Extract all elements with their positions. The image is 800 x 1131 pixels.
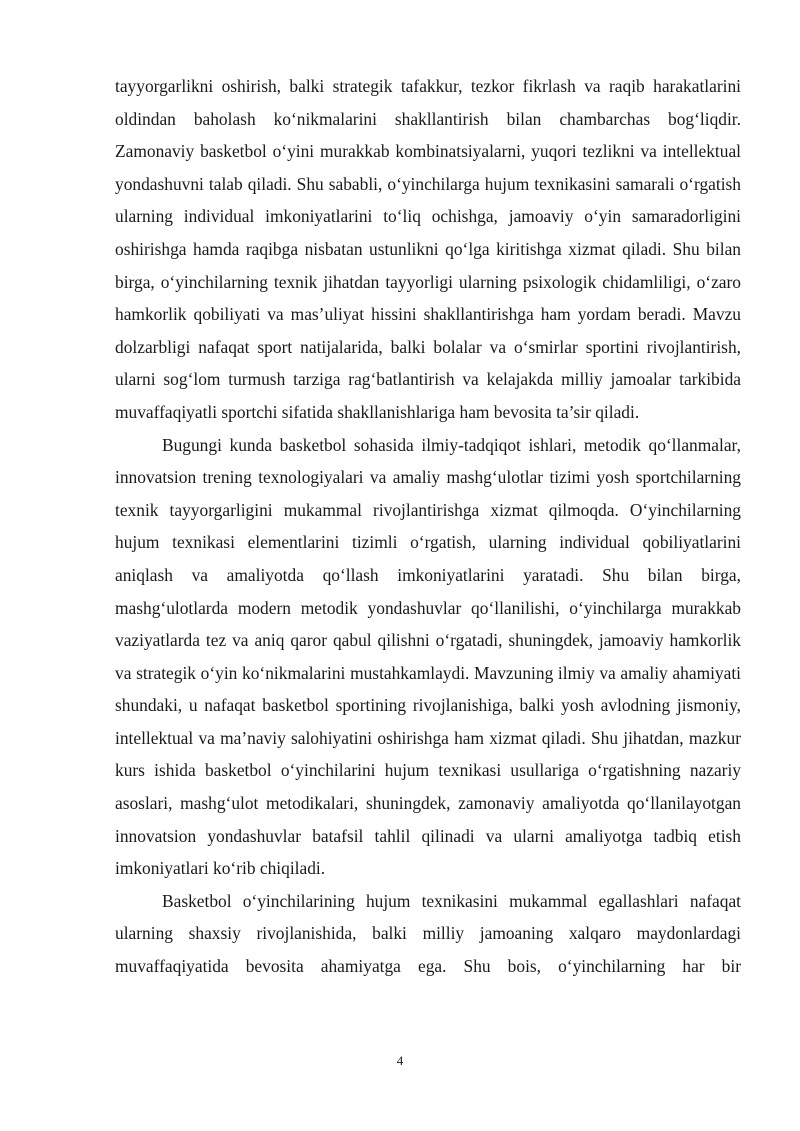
paragraph: Bugungi kunda basketbol sohasida ilmiy-tadqiqot ishlari, metodik qo‘llanmalar, innovatsion trening texnologiyalari va amaliy mashg‘ulotlar tizimi yosh sportchilarning texnik tayyorgarligini mukammal rivojlantirishga xizmat qilmoqda. O‘yinchilarning hujum texnikasi elementlarini tizimli o‘rgatish, ularning individual qobiliyatlarini aniqlash va amaliyotda qo‘llash imkoniyatlarini yaratadi. Shu bilan birga, mashg‘ulotlarda modern metodik yondashuvlar qo‘llanilishi, o‘yinchilarga murakkab vaziyatlarda tez va aniq qaror qabul qilishni o‘rgatadi, shuningdek, jamoaviy hamkorlik va strategik o‘yin ko‘nikmalarini mustahkamlaydi. Mavzuning ilmiy va amaliy ahamiyati shundaki, u nafaqat basketbol sportining rivojlanishiga, balki yosh avlodning jismoniy, intellektual va ma’naviy salohiyatini oshirishga ham xizmat qiladi. Shu jihatdan, mazkur kurs ishida basketbol o‘yinchilarini hujum texnikasi usullariga o‘rgatishning nazariy asoslari, mashg‘ulot metodikalari, shuningdek, zamonaviy amaliyotda qo‘llanilayotgan innovatsion yondashuvlar batafsil tahlil qilinadi va ularni amaliyotga tadbiq etish imkoniyatlari ko‘rib chiqiladi.	[115, 434, 741, 879]
paragraph: tayyorgarlikni oshirish, balki strategik tafakkur, tezkor fikrlash va raqib harakatlarini oldindan baholash ko‘nikmalarini shakllantirish bilan chambarchas bog‘liqdir. Zamonaviy basketbol o‘yini murakkab kombinatsiyalarni, yuqori tezlikni va intellektual yondashuvni talab qiladi. Shu sababli, o‘yinchilarga hujum texnikasini samarali o‘rgatish ularning individual imkoniyatlarini to‘liq ochishga, jamoaviy o‘yin samaradorligini oshirishga hamda raqibga nisbatan ustunlikni qo‘lga kiritishga xizmat qiladi. Shu bilan birga, o‘yinchilarning texnik jihatdan tayyorligi ularning psixologik chidamliligi, o‘zaro hamkorlik qobiliyati va mas’uliyat hissini shakllantirishga ham yordam beradi. Mavzu dolzarbligi nafaqat sport natijalarida, balki bolalar va o‘smirlar sportini rivojlantirish, ularni sog‘lom turmush tarziga rag‘batlantirish va kelajakda milliy jamoalar tarkibida muvaffaqiyatli sportchi sifatida shakllanishlariga ham bevosita ta’sir qiladi.	[115, 76, 741, 422]
paragraph: Basketbol o‘yinchilarining hujum texnikasini mukammal egallashlari nafaqat ularning shaxsiy rivojlanishida, balki milliy jamoaning xalqaro maydonlardagi muvaffaqiyatida bevosita ahamiyatga ega. Shu bois, o‘yinchilarning har bir	[115, 890, 741, 977]
body-text	[115, 70, 741, 983]
page-number: 4	[396, 1053, 404, 1068]
